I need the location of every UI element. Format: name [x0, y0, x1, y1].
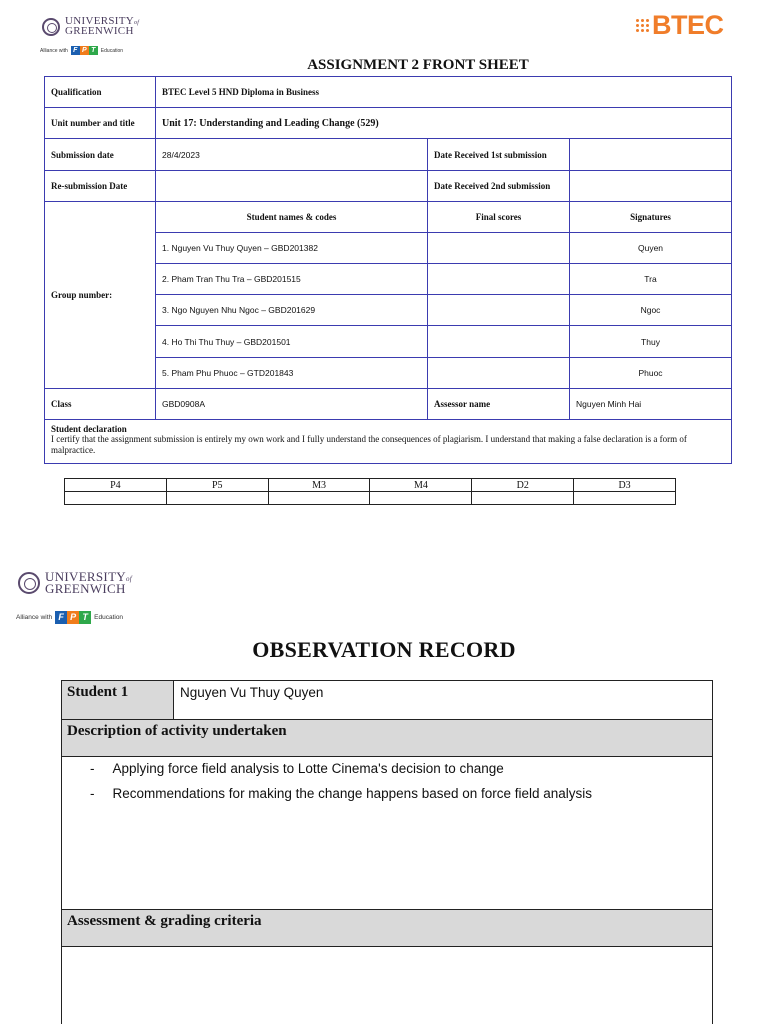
grade-header: D3 — [574, 479, 676, 492]
group-number-label: Group number: — [45, 202, 156, 389]
class-value: GBD0908A — [156, 389, 428, 420]
description-label: Description of activity undertaken — [67, 723, 287, 739]
date-received-2-label: Date Received 2nd submission — [428, 171, 570, 202]
logo-text-of: of — [134, 20, 140, 26]
student-label-cell — [62, 681, 174, 719]
fpt-p: P — [80, 46, 89, 55]
alliance-fpt-logo — [40, 46, 123, 55]
assessment-label: Assessment & grading criteria — [67, 913, 262, 929]
row-group-header — [45, 202, 732, 233]
grades-header-row — [65, 479, 676, 492]
student-signature: Tra — [570, 264, 732, 295]
student-score — [428, 264, 570, 295]
description-header — [62, 719, 712, 757]
crest-icon — [18, 572, 40, 594]
student-name: 1. Nguyen Vu Thuy Quyen – GBD201382 — [156, 233, 428, 264]
grade-header: P5 — [166, 479, 268, 492]
alliance-prefix: Alliance with — [40, 47, 68, 54]
date-received-2-value — [570, 171, 732, 202]
grades-table — [64, 478, 676, 505]
student-name: 4. Ho Thi Thu Thuy – GBD201501 — [156, 326, 428, 358]
resubmission-value — [156, 171, 428, 202]
qualification-label: Qualification — [45, 77, 156, 108]
bullet-dash: - — [90, 761, 95, 776]
resubmission-label: Re-submission Date — [45, 171, 156, 202]
student-value: Nguyen Vu Thuy Quyen — [180, 685, 324, 700]
student-name: 2. Pham Tran Thu Tra – GBD201515 — [156, 264, 428, 295]
grade-header: D2 — [472, 479, 574, 492]
fpt-logo — [71, 46, 98, 55]
row-class — [45, 389, 732, 420]
alliance-suffix: Education — [100, 47, 124, 54]
unit-value: Unit 17: Understanding and Leading Change (529) — [156, 108, 732, 139]
grade-header: M3 — [268, 479, 370, 492]
btec-text: BTEC — [652, 10, 724, 40]
assessment-area — [62, 947, 712, 1025]
student-name: 3. Ngo Nguyen Nhu Ngoc – GBD201629 — [156, 295, 428, 326]
submission-date-label: Submission date — [45, 139, 156, 171]
fpt-p: P — [67, 611, 79, 624]
assessor-value: Nguyen Minh Hai — [570, 389, 732, 420]
assessment-header — [62, 909, 712, 947]
col-header-signatures: Signatures — [570, 202, 732, 233]
student-score — [428, 233, 570, 264]
student-score — [428, 358, 570, 389]
qualification-value: BTEC Level 5 HND Diploma in Business — [156, 77, 732, 108]
student-signature: Phuoc — [570, 358, 732, 389]
declaration-text: I certify that the assignment submission is entirely my own work and I fully understand the consequences of plagiarism. I understand that making a false declaration is a form of malpractice. — [51, 434, 687, 455]
assessor-label: Assessor name — [428, 389, 570, 420]
unit-label: Unit number and title — [45, 108, 156, 139]
student-signature: Thuy — [570, 326, 732, 358]
student-value-cell — [174, 681, 712, 719]
grades-value-row — [65, 492, 676, 505]
grade-value — [268, 492, 370, 505]
date-received-1-label: Date Received 1st submission — [428, 139, 570, 171]
row-declaration — [45, 420, 732, 464]
student-signature: Quyen — [570, 233, 732, 264]
grade-value — [574, 492, 676, 505]
grade-value — [166, 492, 268, 505]
date-received-1-value — [570, 139, 732, 171]
university-of-greenwich-logo — [42, 17, 139, 37]
alliance-suffix: Education — [94, 614, 124, 621]
declaration-title: Student declaration — [51, 424, 127, 434]
list-item — [90, 786, 684, 801]
observation-record — [61, 680, 713, 1024]
fpt-t: T — [79, 611, 91, 624]
logo-text-greenwich: GREENWICH — [45, 580, 126, 596]
front-sheet-title: ASSIGNMENT 2 FRONT SHEET — [307, 57, 529, 73]
logo-text-of: of — [126, 575, 133, 583]
btec-dots-icon — [636, 19, 649, 32]
btec-logo — [636, 10, 724, 41]
crest-icon — [42, 18, 60, 36]
submission-date-value: 28/4/2023 — [156, 139, 428, 171]
col-header-scores: Final scores — [428, 202, 570, 233]
student-label: Student 1 — [67, 684, 129, 700]
logo-text-university: UNIVERSITY — [65, 15, 134, 27]
activity-text: Recommendations for making the change happens based on force field analysis — [112, 786, 593, 801]
front-sheet-table — [44, 76, 732, 464]
logo-text-greenwich: GREENWICH — [65, 24, 134, 37]
list-item — [90, 761, 684, 776]
grade-value — [370, 492, 472, 505]
grade-value — [472, 492, 574, 505]
row-resubmission — [45, 171, 732, 202]
activity-text: Applying force field analysis to Lotte Cinema's decision to change — [112, 761, 504, 776]
grade-header: P4 — [65, 479, 167, 492]
row-qualification — [45, 77, 732, 108]
bullet-dash: - — [90, 786, 95, 801]
grade-header: M4 — [370, 479, 472, 492]
fpt-t: T — [89, 46, 98, 55]
fpt-f: F — [55, 611, 67, 624]
activities-area — [62, 757, 712, 909]
class-label: Class — [45, 389, 156, 420]
student-name: 5. Pham Phu Phuoc – GTD201843 — [156, 358, 428, 389]
student-signature: Ngoc — [570, 295, 732, 326]
row-submission — [45, 139, 732, 171]
col-header-students: Student names & codes — [156, 202, 428, 233]
grade-value — [65, 492, 167, 505]
row-unit — [45, 108, 732, 139]
student-score — [428, 295, 570, 326]
student-declaration — [45, 420, 732, 464]
fpt-f: F — [71, 46, 80, 55]
university-of-greenwich-logo-2 — [18, 571, 132, 594]
fpt-logo — [55, 611, 91, 624]
alliance-fpt-logo-2 — [16, 611, 123, 624]
observation-title: OBSERVATION RECORD — [252, 637, 516, 662]
student-score — [428, 326, 570, 358]
alliance-prefix: Alliance with — [16, 614, 53, 621]
logo-text-university: UNIVERSITY — [45, 569, 126, 584]
